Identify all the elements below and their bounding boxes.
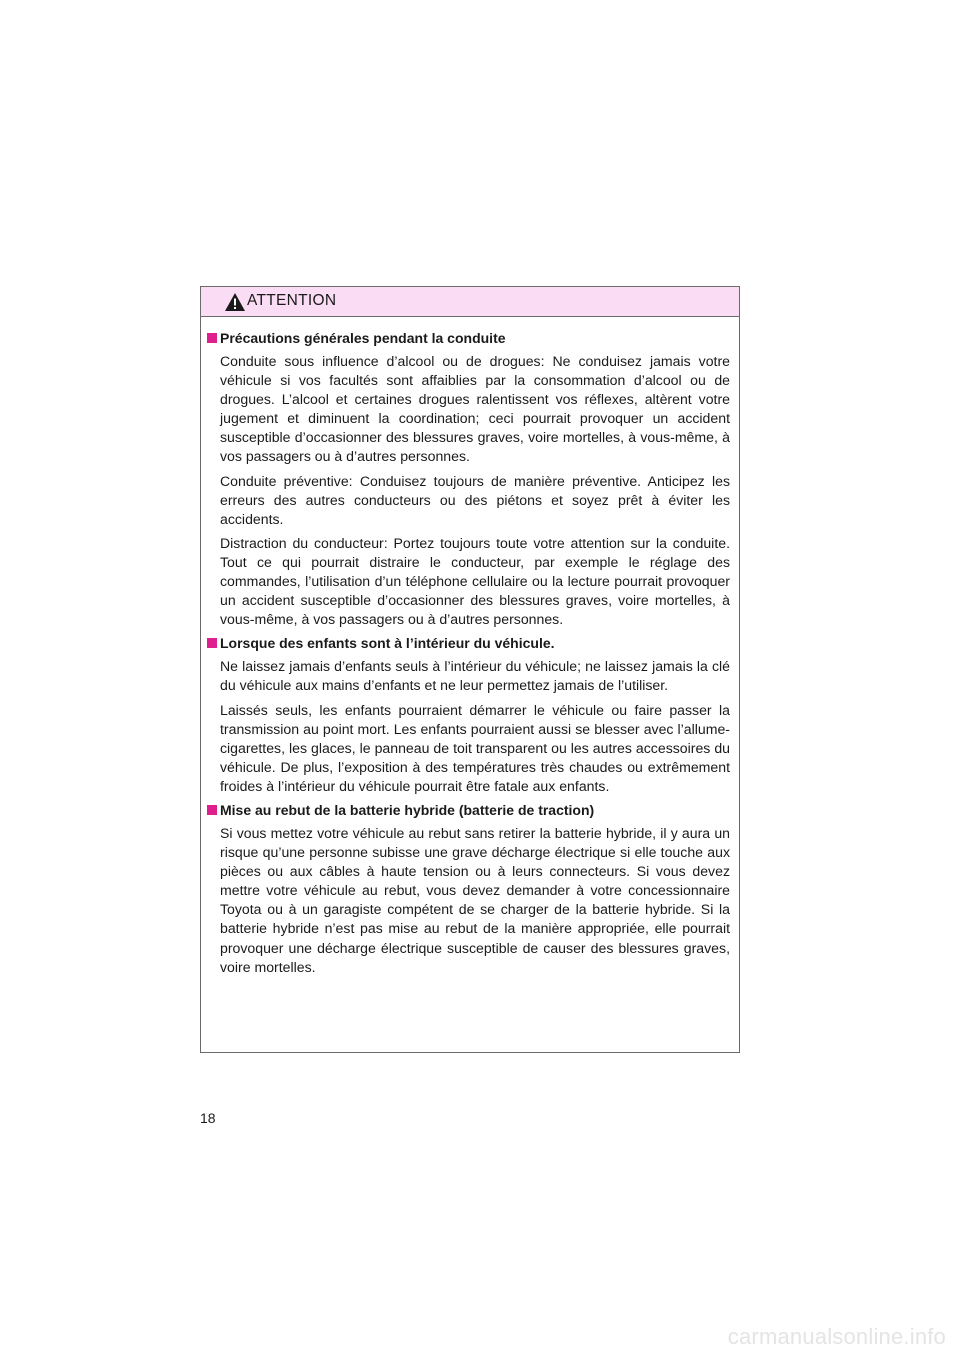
paragraph: Distraction du conducteur: Portez toujours toute votre attention sur la conduite. Tout ce qui pourrait distraire le conducteur, par exemple le réglage des commandes, l’utilisation d’un téléphone cellulaire ou la lecture pourrait provoquer un accident susceptible d’occasionner des blessures graves, voire mortelles, à vous-même, à vos passagers ou à d’autres personnes. (220, 534, 730, 628)
paragraph: Si vous mettez votre véhicule au rebut sans retirer la batterie hybride, il y aura un risque qu’une personne subisse une grave décharge électrique si elle touche aux pièces ou aux câbles à haute tension ou à leurs connecteurs. Si vous devez mettre votre véhicule au rebut, vous devez demander à votre concessionnaire Toyota ou à un garagiste compétent de se charger de la batterie hybride. Si la batterie hybride n’est pas mise au rebut de la manière appropriée, elle pourrait provoquer une décharge électrique susceptible de causer des blessures graves, voire mortelles. (220, 824, 730, 975)
page-number: 18 (200, 1110, 216, 1126)
section-heading-text: Précautions générales pendant la conduite (220, 330, 506, 346)
section-children-in-vehicle (201, 634, 730, 796)
paragraph: Conduite préventive: Conduisez toujours de manière préventive. Anticipez les erreurs des autres conducteurs ou des piétons et soyez prêt à éviter les accidents. (220, 472, 730, 527)
section-hybrid-battery-disposal (201, 801, 730, 977)
square-bullet-icon (207, 638, 217, 648)
section-heading-text: Lorsque des enfants sont à l’intérieur du véhicule. (220, 635, 555, 652)
section-heading (201, 329, 730, 348)
square-bullet-icon (207, 805, 217, 815)
watermark: carmanualsonline.info (727, 1324, 946, 1349)
warning-header (201, 287, 739, 317)
section-heading (201, 801, 730, 820)
warning-title: ATTENTION (247, 292, 337, 309)
paragraph: Ne laissez jamais d’enfants seuls à l’intérieur du véhicule; ne laissez jamais la clé du véhicule aux mains d’enfants et ne leur permettez jamais de l’utiliser. (220, 658, 730, 694)
section-heading-text: Mise au rebut de la batterie hybride (batterie de traction) (220, 801, 595, 818)
square-bullet-icon (207, 333, 217, 343)
paragraph: Laissés seuls, les enfants pourraient démarrer le véhicule ou faire passer la transmission au point mort. Les enfants pourraient aussi se blesser avec l’allume-cigarettes, les glaces, le panneau de toit transparent ou les autres accessoires du véhicule. De plus, l’exposition à des températures très chaudes ou extrêmement froides à l’intérieur du véhicule pourrait être fatale aux enfants. (220, 701, 730, 794)
warning-triangle-icon (224, 292, 246, 312)
warning-box (200, 286, 740, 1053)
section-general-precautions (201, 329, 730, 629)
warning-body (201, 317, 739, 977)
section-heading (201, 634, 730, 653)
paragraph: Conduite sous influence d’alcool ou de drogues: Ne conduisez jamais votre véhicule si vos facultés sont affaiblies par la consommation d’alcool ou de drogues. L’alcool et certaines drogues ralentissent vos réflexes, altèrent votre jugement et diminuent la coordination; ceci pourrait provoquer un accident susceptible d’occasionner des blessures graves, voire mortelles, à vous-même, à vos passagers ou à d’autres personnes. (220, 353, 730, 465)
